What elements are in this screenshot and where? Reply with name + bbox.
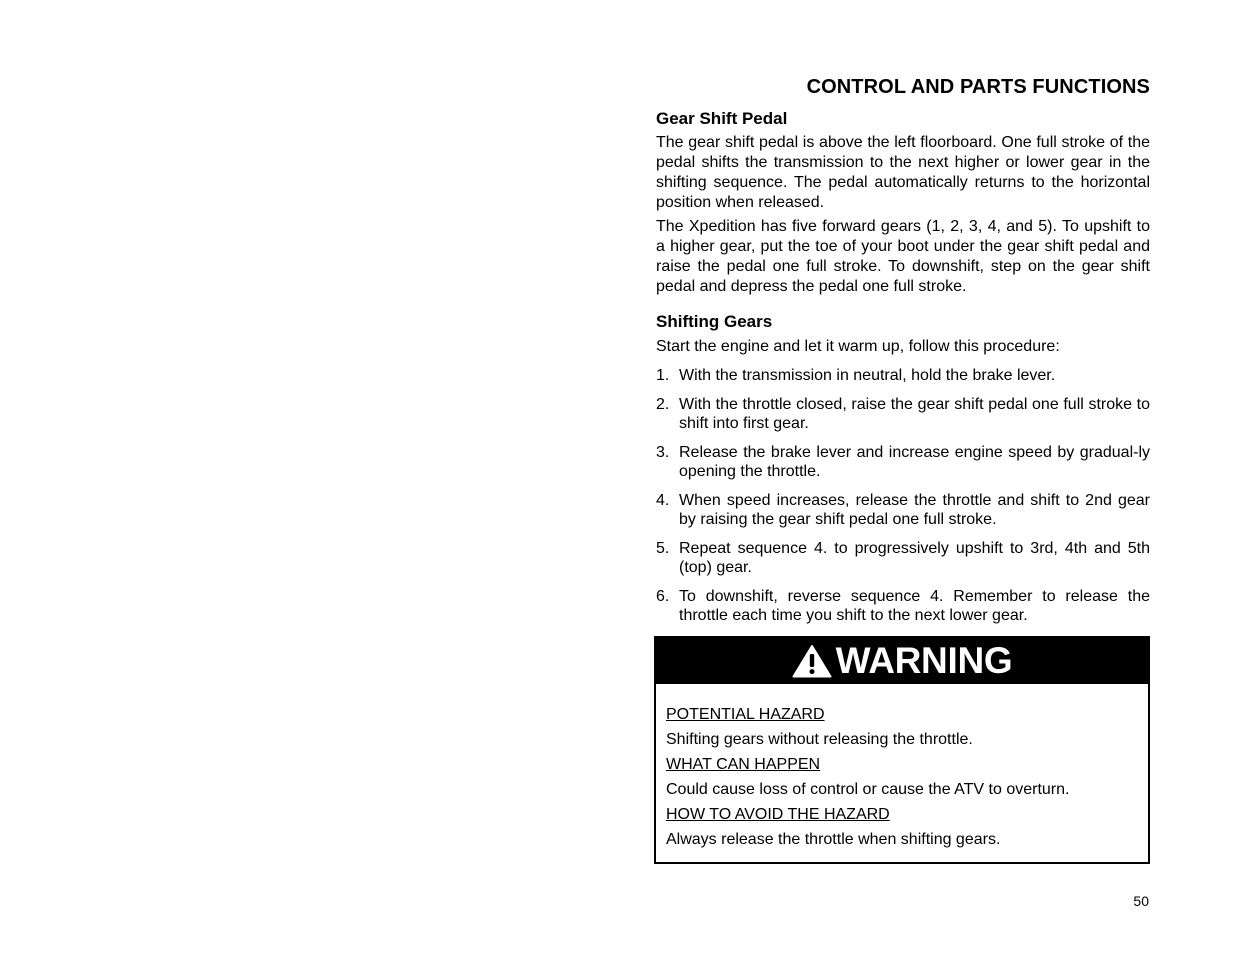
gear-shift-pedal-paragraph-2: The Xpedition has five forward gears (1, 2, 3, 4, and 5). To upshift to a higher gear, put the toe of your boot under the gear shift pedal and raise the pedal one full stroke. To downshift, step on the gear shift pedal and depress the pedal one full stroke.: [656, 218, 1150, 295]
list-item: [656, 395, 1150, 433]
step-number: 5.: [656, 540, 670, 557]
potential-hazard-label: POTENTIAL HAZARD: [666, 706, 825, 723]
step-number: 1.: [656, 367, 670, 384]
warning-header: [656, 638, 1148, 684]
shifting-gears-heading: Shifting Gears: [656, 312, 773, 331]
list-item: [656, 366, 1150, 385]
step-text: To downshift, reverse sequence 4. Remember to release the throttle each time you shift to the next lower gear.: [679, 588, 1150, 624]
shifting-gears-section: [656, 312, 1150, 635]
list-item: [656, 491, 1150, 529]
how-to-avoid-text: Always release the throttle when shifting gears.: [666, 831, 1001, 848]
step-text: When speed increases, release the throttle and shift to 2nd gear by raising the gear shift pedal one full stroke.: [679, 492, 1150, 528]
step-number: 4.: [656, 492, 670, 509]
how-to-avoid-label: HOW TO AVOID THE HAZARD: [666, 806, 890, 823]
gear-shift-pedal-heading: Gear Shift Pedal: [656, 109, 788, 128]
list-item: [656, 539, 1150, 577]
shifting-steps-list: [656, 366, 1150, 625]
what-can-happen-text: Could cause loss of control or cause the ATV to overturn.: [666, 781, 1070, 798]
step-text: With the transmission in neutral, hold the brake lever.: [679, 367, 1056, 384]
step-text: With the throttle closed, raise the gear shift pedal one full stroke to shift into first gear.: [679, 396, 1150, 432]
step-text: Repeat sequence 4. to progressively upshift to 3rd, 4th and 5th (top) gear.: [679, 540, 1150, 576]
step-number: 3.: [656, 444, 670, 461]
warning-triangle-icon: [792, 644, 832, 678]
warning-box: [654, 636, 1150, 864]
gear-shift-pedal-paragraph-1: The gear shift pedal is above the left floorboard. One full stroke of the pedal shifts the transmission to the next higher or lower gear in the shifting sequence. The pedal automatically returns to the horizontal position when released.: [656, 134, 1150, 211]
warning-body: [656, 684, 1148, 852]
step-number: 6.: [656, 588, 670, 605]
list-item: [656, 587, 1150, 625]
step-number: 2.: [656, 396, 670, 413]
what-can-happen-label: WHAT CAN HAPPEN: [666, 756, 821, 773]
shifting-gears-intro: Start the engine and let it warm up, follow this procedure:: [656, 338, 1060, 355]
page-number: 50: [1133, 893, 1149, 909]
gear-shift-pedal-section: [656, 109, 1150, 297]
page-title: CONTROL AND PARTS FUNCTIONS: [806, 76, 1150, 98]
potential-hazard-text: Shifting gears without releasing the throttle.: [666, 731, 973, 748]
step-text: Release the brake lever and increase engine speed by gradual-ly opening the throttle.: [679, 444, 1150, 480]
warning-title: WARNING: [835, 640, 1013, 681]
list-item: [656, 443, 1150, 481]
